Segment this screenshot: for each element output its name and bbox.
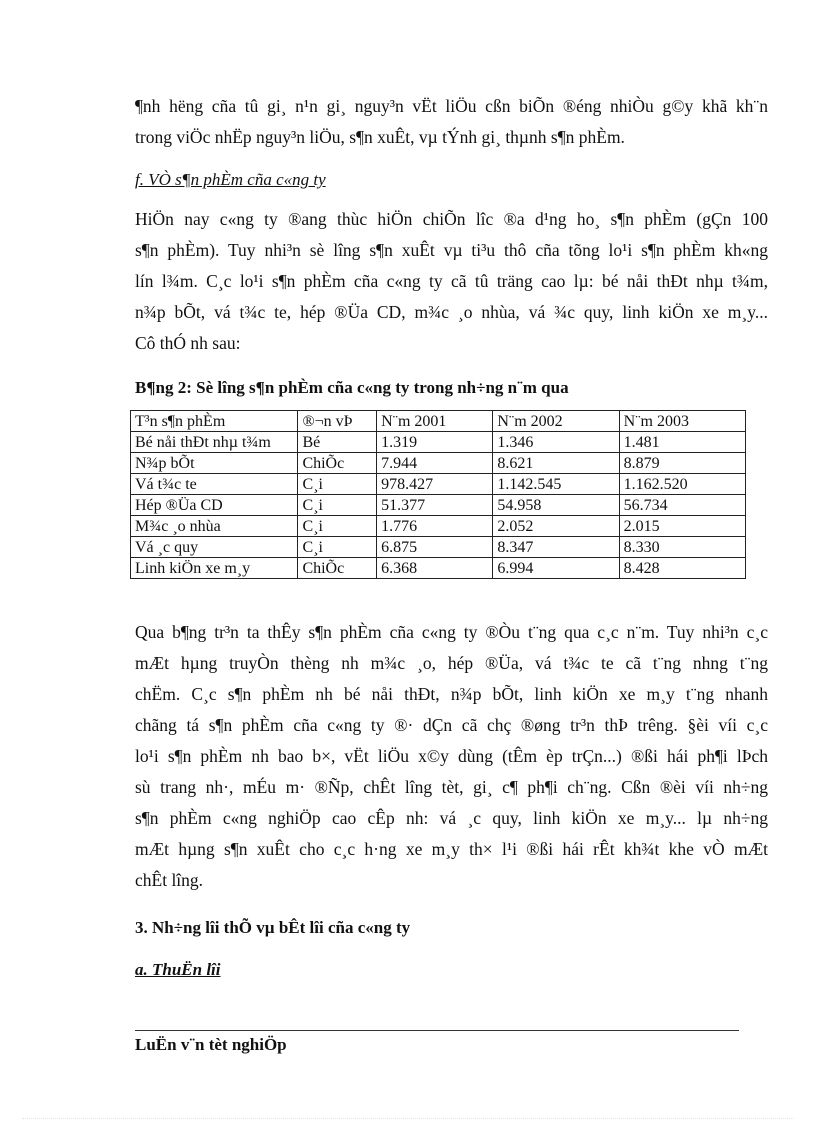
- product-quantity-table: [130, 410, 746, 579]
- header-cell: N¨m 2001: [377, 411, 493, 432]
- table-cell: 7.944: [377, 453, 493, 474]
- table-cell: ChiÕc: [298, 453, 377, 474]
- table-row: [131, 495, 746, 516]
- subsection-heading-a: a. ThuËn lîi: [135, 960, 221, 979]
- table-cell: 978.427: [377, 474, 493, 495]
- intro-paragraph: [135, 91, 768, 153]
- table-title: B¶ng 2: Sè lîng s¶n phÈm cña c«ng ty trong nh÷ng n¨m qua: [135, 378, 569, 397]
- table-cell: Bé: [298, 432, 377, 453]
- text-line: chÊt lîng.: [135, 870, 204, 890]
- table-row: [131, 474, 746, 495]
- table-cell: 1.319: [377, 432, 493, 453]
- text-line: s¶n phÈm). Tuy nhi³n sè lîng s¶n xuÊt vµ ti³u thô cña tõng lo¹i s¶n phÈm kh«ng: [135, 240, 768, 260]
- footer-rule: [135, 1030, 739, 1031]
- text-line: n¾p bÕt, vá t¾c te, hép ®Üa CD, m¾c ¸o nhùa, vá ¾c quy, linh kiÖn xe m¸y...: [135, 302, 768, 322]
- table-cell: 6.875: [377, 537, 493, 558]
- table-cell: C¸i: [298, 516, 377, 537]
- table-cell: ChiÕc: [298, 558, 377, 579]
- table-cell: M¾c ¸o nhùa: [131, 516, 298, 537]
- table-row: [131, 432, 746, 453]
- table-header-row: [131, 411, 746, 432]
- text-line: lo¹i s¶n phÈm nh bao b×, vËt liÖu x©y dùng (tÊm èp trÇn...) ®ßi hái ph¶i lÞch: [135, 746, 768, 766]
- table-cell: 2.015: [619, 516, 745, 537]
- table-cell: 6.368: [377, 558, 493, 579]
- table-cell: 54.958: [493, 495, 619, 516]
- table-cell: Linh kiÖn xe m¸y: [131, 558, 298, 579]
- table-cell: 2.052: [493, 516, 619, 537]
- table-cell: 56.734: [619, 495, 745, 516]
- table-cell: Hép ®Üa CD: [131, 495, 298, 516]
- text-line: Cô thÓ nh sau:: [135, 333, 241, 353]
- table-cell: 1.142.545: [493, 474, 619, 495]
- table-cell: 8.879: [619, 453, 745, 474]
- table-cell: 1.162.520: [619, 474, 745, 495]
- table-cell: C¸i: [298, 474, 377, 495]
- table-cell: Vá t¾c te: [131, 474, 298, 495]
- table-cell: 1.776: [377, 516, 493, 537]
- text-line: chãng tá s¶n phÈm cña c«ng ty ®· dÇn cã chç ®øng tr³n thÞ trêng. §èi víi c¸c: [135, 715, 768, 735]
- table-row: [131, 453, 746, 474]
- table-cell: 8.621: [493, 453, 619, 474]
- header-cell: N¨m 2002: [493, 411, 619, 432]
- header-cell: ®¬n vÞ: [298, 411, 377, 432]
- table-cell: 8.330: [619, 537, 745, 558]
- text-line: lín l¾m. C¸c lo¹i s¶n phÈm cña c«ng ty cã tû träng cao lµ: bé nåi thÐt nhµ t¾m,: [135, 271, 768, 291]
- header-cell: N¨m 2003: [619, 411, 745, 432]
- table-cell: 8.347: [493, 537, 619, 558]
- header-cell: T³n s¶n phÈm: [131, 411, 298, 432]
- text-line: HiÖn nay c«ng ty ®ang thùc hiÖn chiÕn lîc ®a d¹ng ho¸ s¶n phÈm (gÇn 100: [135, 209, 768, 229]
- text-line: trong viÖc nhËp nguy³n liÖu, s¶n xuÊt, vµ tÝnh gi¸ thµnh s¶n phÈm.: [135, 127, 625, 147]
- table-row: [131, 516, 746, 537]
- analysis-paragraph: [135, 617, 768, 896]
- footer-title: LuËn v¨n tèt nghiÖp: [135, 1035, 287, 1054]
- table-cell: C¸i: [298, 537, 377, 558]
- text-line: mÆt hµng truyÒn thèng nh m¾c ¸o, hép ®Üa, vá t¾c te cã t¨ng nhng t¨ng: [135, 653, 768, 673]
- table-row: [131, 558, 746, 579]
- section-3-heading: 3. Nh÷ng lîi thÕ vµ bÊt lîi cña c«ng ty: [135, 918, 411, 937]
- table-cell: Vá ¸c quy: [131, 537, 298, 558]
- table-cell: C¸i: [298, 495, 377, 516]
- table-cell: 6.994: [493, 558, 619, 579]
- text-line: ¶nh hëng cña tû gi¸ n¹n gi¸ nguy³n vËt liÖu cßn biÕn ®éng nhiÒu g©y khã kh¨n: [135, 96, 768, 116]
- table-cell: 1.481: [619, 432, 745, 453]
- table-cell: 1.346: [493, 432, 619, 453]
- page-bottom-divider: [22, 1118, 794, 1119]
- table-cell: 8.428: [619, 558, 745, 579]
- text-line: mÆt hµng s¶n xuÊt cho c¸c h·ng xe m¸y th× l¹i ®ßi hái rÊt kh¾t khe vÒ mÆt: [135, 839, 768, 859]
- table-cell: 51.377: [377, 495, 493, 516]
- table-cell: N¾p bÕt: [131, 453, 298, 474]
- text-line: Qua b¶ng tr³n ta thÊy s¶n phÈm cña c«ng ty ®Òu t¨ng qua c¸c n¨m. Tuy nhi³n c¸c: [135, 622, 768, 642]
- subsection-heading-f: f. VÒ s¶n phÈm cña c«ng ty: [135, 170, 326, 189]
- text-line: s¶n phÈm c«ng nghiÖp cao cÊp nh: vá ¸c quy, linh kiÖn xe m¸y... lµ nh÷ng: [135, 808, 768, 828]
- table-row: [131, 537, 746, 558]
- text-line: sù trang nh·, mÉu m· ®Ñp, chÊt lîng tèt, gi¸ c¶ ph¶i ch¨ng. Cßn ®èi víi nh÷ng: [135, 777, 768, 797]
- table-cell: Bé nåi thÐt nhµ t¾m: [131, 432, 298, 453]
- text-line: chËm. C¸c s¶n phÈm nh bé nåi thÐt, n¾p bÕt, linh kiÖn xe m¸y t¨ng nhanh: [135, 684, 768, 704]
- products-paragraph: [135, 204, 768, 359]
